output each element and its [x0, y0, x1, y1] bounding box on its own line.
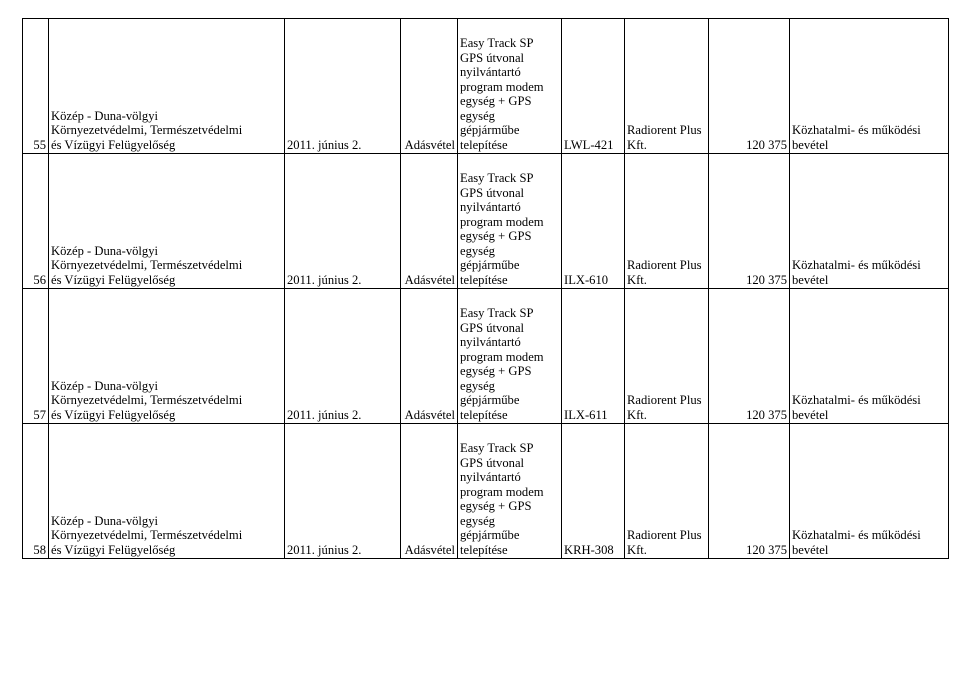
authority-line: Környezetvédelmi, Természetvédelmi: [51, 123, 243, 137]
vendor-line: Radiorent Plus: [627, 393, 702, 407]
subject-line: Easy Track SP: [460, 171, 534, 185]
vendor-line: Kft.: [627, 542, 647, 557]
subject-line: Easy Track SP: [460, 36, 534, 50]
vendor-cell: [625, 424, 709, 559]
funding-source-cell: [790, 154, 949, 289]
subject-cell: [458, 424, 562, 559]
document-sheet: [22, 18, 949, 559]
contract-date: 2011. június 2.: [285, 424, 401, 559]
funding-source-line: Közhatalmi- és működési: [792, 123, 921, 137]
funding-source-line: Közhatalmi- és működési: [792, 258, 921, 272]
funding-source-line: Közhatalmi- és működési: [792, 393, 921, 407]
funding-source-line: Közhatalmi- és működési: [792, 528, 921, 542]
authority-line: és Vízügyi Felügyelőség: [51, 542, 176, 557]
contract-amount: 120 375: [709, 154, 790, 289]
vendor-line: Radiorent Plus: [627, 528, 702, 542]
authority-line: Környezetvédelmi, Természetvédelmi: [51, 258, 243, 272]
contract-type: Adásvétel: [401, 424, 458, 559]
subject-line: nyilvántartó: [460, 65, 521, 79]
funding-source-line: bevétel: [792, 272, 829, 287]
vehicle-plate: ILX-610: [562, 154, 625, 289]
subject-line: nyilvántartó: [460, 200, 521, 214]
authority-cell: [49, 424, 285, 559]
subject-line: GPS útvonal: [460, 455, 525, 470]
contract-date: 2011. június 2.: [285, 154, 401, 289]
contract-date: 2011. június 2.: [285, 289, 401, 424]
contract-type: Adásvétel: [401, 19, 458, 154]
contract-amount: 120 375: [709, 289, 790, 424]
subject-line: egység: [460, 243, 495, 258]
subject-line: program modem: [460, 349, 544, 364]
funding-source-line: bevétel: [792, 407, 829, 422]
table-row: [23, 289, 949, 424]
authority-cell: [49, 19, 285, 154]
contract-type: Adásvétel: [401, 154, 458, 289]
vehicle-plate: KRH-308: [562, 424, 625, 559]
subject-line: gépjárműbe: [460, 393, 520, 407]
subject-line: telepítése: [460, 407, 508, 422]
subject-cell: [458, 289, 562, 424]
vendor-line: Radiorent Plus: [627, 123, 702, 137]
subject-line: program modem: [460, 214, 544, 229]
subject-line: egység + GPS: [460, 229, 532, 243]
authority-line: Közép - Duna-völgyi: [51, 108, 159, 123]
authority-line: és Vízügyi Felügyelőség: [51, 407, 176, 422]
subject-line: telepítése: [460, 137, 508, 152]
subject-cell: [458, 19, 562, 154]
subject-line: GPS útvonal: [460, 50, 525, 65]
row-number: 57: [23, 289, 49, 424]
subject-line: gépjárműbe: [460, 258, 520, 272]
subject-line: egység: [460, 513, 495, 528]
funding-source-line: bevétel: [792, 137, 829, 152]
vendor-cell: [625, 19, 709, 154]
subject-cell: [458, 154, 562, 289]
subject-line: program modem: [460, 79, 544, 94]
authority-line: és Vízügyi Felügyelőség: [51, 137, 176, 152]
subject-line: GPS útvonal: [460, 320, 525, 335]
subject-line: egység: [460, 108, 495, 123]
authority-line: Közép - Duna-völgyi: [51, 243, 159, 258]
vendor-cell: [625, 289, 709, 424]
contract-amount: 120 375: [709, 424, 790, 559]
subject-line: gépjárműbe: [460, 528, 520, 542]
subject-line: egység + GPS: [460, 499, 532, 513]
table-row: [23, 424, 949, 559]
authority-line: Környezetvédelmi, Természetvédelmi: [51, 393, 243, 407]
subject-line: nyilvántartó: [460, 470, 521, 484]
vendor-line: Radiorent Plus: [627, 258, 702, 272]
vendor-line: Kft.: [627, 137, 647, 152]
funding-source-cell: [790, 19, 949, 154]
subject-line: telepítése: [460, 542, 508, 557]
table-row: [23, 154, 949, 289]
row-number: 55: [23, 19, 49, 154]
vendor-cell: [625, 154, 709, 289]
contract-amount: 120 375: [709, 19, 790, 154]
authority-line: Közép - Duna-völgyi: [51, 513, 159, 528]
authority-cell: [49, 289, 285, 424]
vendor-line: Kft.: [627, 272, 647, 287]
subject-line: egység: [460, 378, 495, 393]
subject-line: Easy Track SP: [460, 441, 534, 455]
contract-date: 2011. június 2.: [285, 19, 401, 154]
subject-line: Easy Track SP: [460, 306, 534, 320]
subject-line: gépjárműbe: [460, 123, 520, 137]
subject-line: GPS útvonal: [460, 185, 525, 200]
funding-source-cell: [790, 289, 949, 424]
subject-line: program modem: [460, 484, 544, 499]
vehicle-plate: LWL-421: [562, 19, 625, 154]
row-number: 58: [23, 424, 49, 559]
authority-line: Közép - Duna-völgyi: [51, 378, 159, 393]
subject-line: egység + GPS: [460, 364, 532, 378]
subject-line: telepítése: [460, 272, 508, 287]
funding-source-cell: [790, 424, 949, 559]
authority-line: Környezetvédelmi, Természetvédelmi: [51, 528, 243, 542]
authority-cell: [49, 154, 285, 289]
contract-registry-table: [22, 18, 949, 559]
row-number: 56: [23, 154, 49, 289]
table-row: [23, 19, 949, 154]
vendor-line: Kft.: [627, 407, 647, 422]
subject-line: egység + GPS: [460, 94, 532, 108]
funding-source-line: bevétel: [792, 542, 829, 557]
vehicle-plate: ILX-611: [562, 289, 625, 424]
authority-line: és Vízügyi Felügyelőség: [51, 272, 176, 287]
contract-type: Adásvétel: [401, 289, 458, 424]
subject-line: nyilvántartó: [460, 335, 521, 349]
